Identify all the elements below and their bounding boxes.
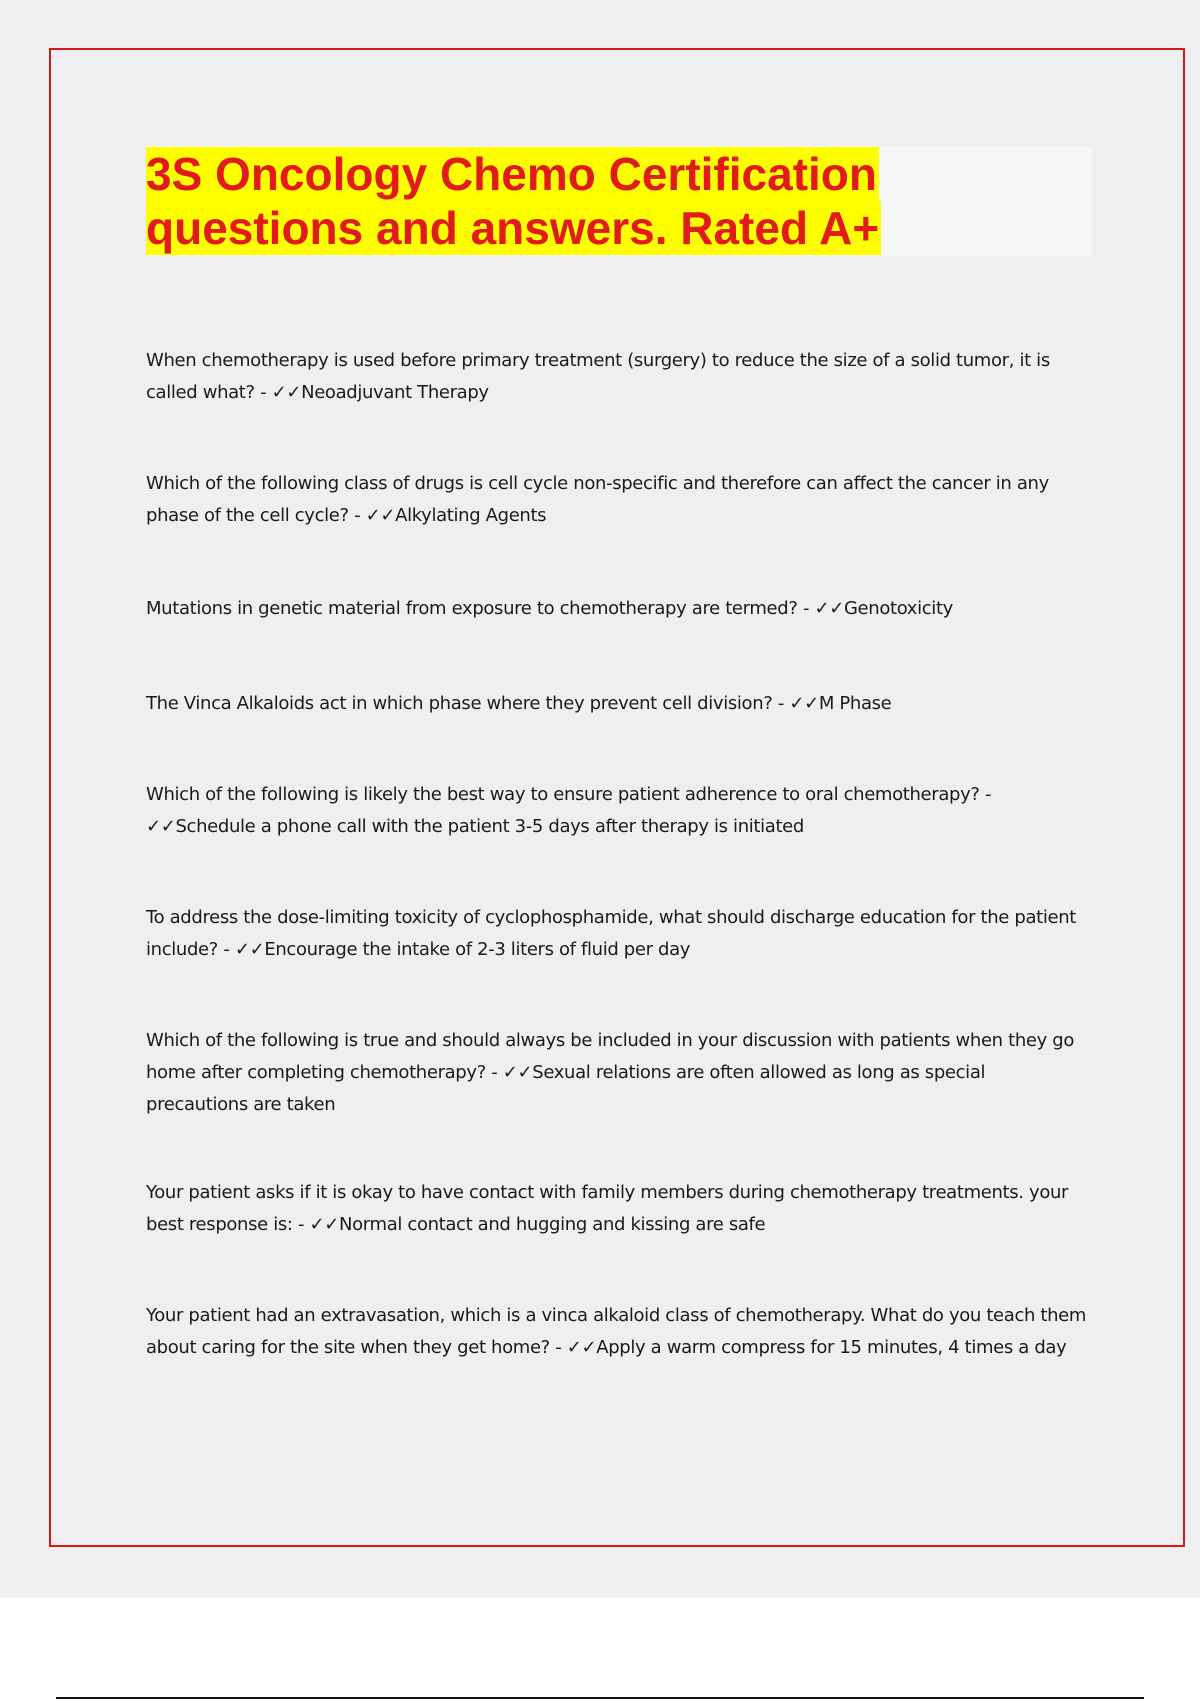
question-text: Which of the following class of drugs is cell cycle non-specific and therefore can affect the cancer in any phase of the cell cycle? xyxy=(146,473,1049,526)
document-title-line-1: 3S Oncology Chemo Certification xyxy=(146,148,877,200)
answer-marker: - ✓✓ xyxy=(348,505,396,526)
answer-text: M Phase xyxy=(818,693,892,714)
qa-item-5 xyxy=(146,779,1091,843)
answer-text: Normal contact and hugging and kissing are safe xyxy=(339,1214,766,1235)
qa-item-9 xyxy=(146,1300,1091,1364)
answer-text: Alkylating Agents xyxy=(395,505,547,526)
answer-text: Encourage the intake of 2-3 liters of fluid per day xyxy=(264,939,691,960)
qa-item-4 xyxy=(146,688,1091,720)
answer-marker: - ✓✓ xyxy=(772,693,819,714)
answer-text: Neoadjuvant Therapy xyxy=(301,382,489,403)
qa-item-3 xyxy=(146,593,1091,625)
qa-item-6 xyxy=(146,902,1091,966)
question-text: The Vinca Alkaloids act in which phase where they prevent cell division? xyxy=(146,693,773,714)
answer-marker: - ✓✓ xyxy=(797,598,844,619)
answer-marker: - ✓✓ xyxy=(485,1062,533,1083)
question-text: Mutations in genetic material from exposure to chemotherapy are termed? xyxy=(146,598,798,619)
qa-item-1 xyxy=(146,345,1091,409)
answer-marker: - ✓✓ xyxy=(292,1214,339,1235)
question-text: When chemotherapy is used before primary treatment (surgery) to reduce the size of a solid tumor, it is called what? xyxy=(146,350,1050,403)
qa-item-8 xyxy=(146,1177,1091,1241)
answer-marker: - ✓✓ xyxy=(549,1337,597,1358)
question-text: Your patient had an extravasation, which is a vinca alkaloid class of chemotherapy. What do you teach them about caring for the site when they get home? xyxy=(146,1305,1087,1358)
qa-item-2 xyxy=(146,468,1091,532)
document-title-line-2: questions and answers. Rated A+ xyxy=(146,202,880,254)
answer-text: Apply a warm compress for 15 minutes, 4 times a day xyxy=(596,1337,1067,1358)
answer-marker: - ✓✓ xyxy=(254,382,302,403)
answer-text: Genotoxicity xyxy=(843,598,953,619)
answer-marker: - ✓✓ xyxy=(217,939,265,960)
question-text: Which of the following is true and should always be included in your discussion with patients when they go home after completing chemotherapy? xyxy=(146,1030,1075,1083)
answer-text: Schedule a phone call with the patient 3-5 days after therapy is initiated xyxy=(175,816,804,837)
question-text: To address the dose-limiting toxicity of cyclophosphamide, what should discharge education for the patient include? xyxy=(146,907,1076,960)
qa-item-7 xyxy=(146,1025,1091,1121)
question-text: Your patient asks if it is okay to have contact with family members during chemotherapy treatments. your best response is: xyxy=(146,1182,1069,1235)
footer-divider xyxy=(56,1697,1144,1699)
question-text: Which of the following is likely the best way to ensure patient adherence to oral chemotherapy? xyxy=(146,784,980,805)
answer-marker: - ✓✓ xyxy=(146,784,992,837)
answer-text: Sexual relations are often allowed as long as special precautions are taken xyxy=(146,1062,986,1115)
